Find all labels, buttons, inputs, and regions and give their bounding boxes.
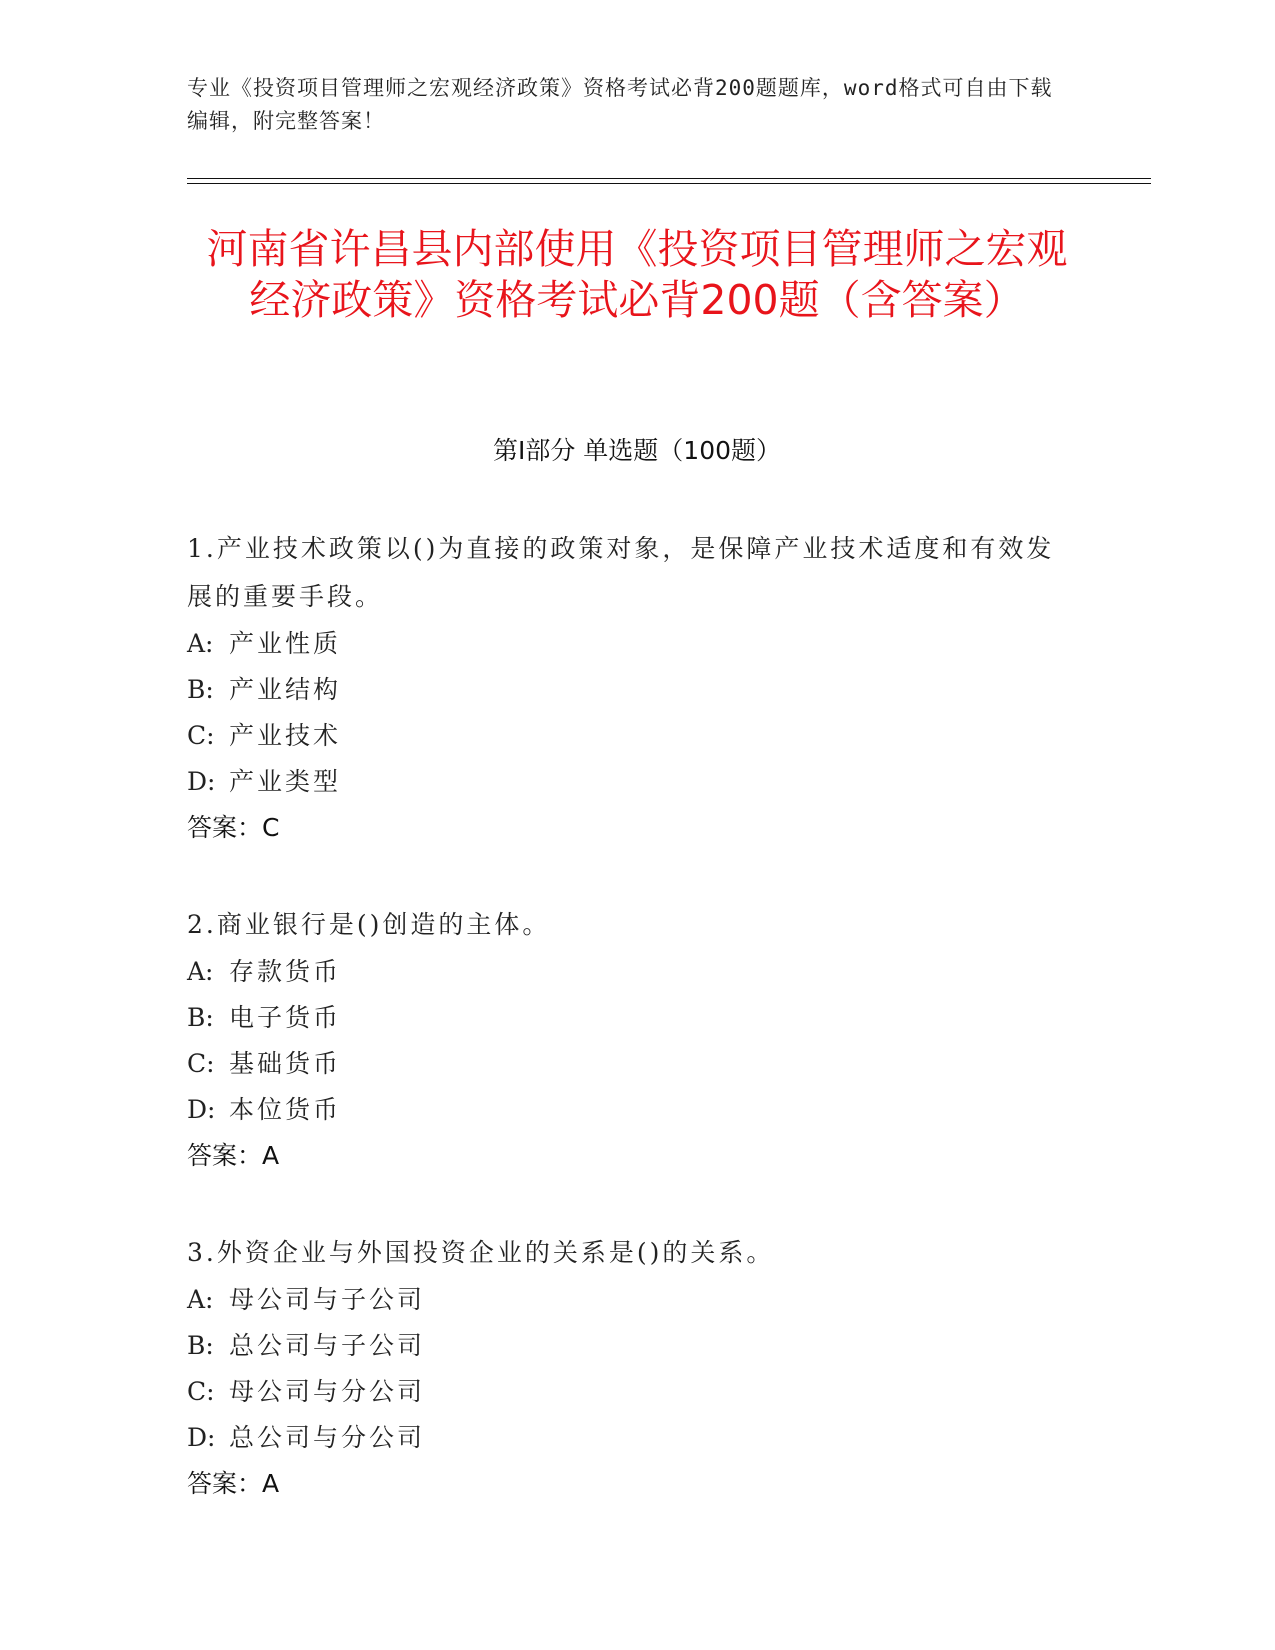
option-letter: A:	[187, 629, 214, 658]
option-a	[187, 621, 1067, 667]
option-letter: B:	[187, 1003, 214, 1032]
option-a	[187, 949, 1067, 995]
question-stem: 2.商业银行是()创造的主体。	[187, 910, 551, 939]
option-letter: C:	[187, 1377, 215, 1406]
question-item	[187, 525, 1067, 851]
document-title: 河南省许昌县内部使用《投资项目管理师之宏观经济政策》资格考试必背200题（含答案）	[206, 225, 1068, 324]
option-letter: D:	[187, 1423, 216, 1452]
option-letter: B:	[187, 1331, 214, 1360]
option-text: 电子货币	[229, 1003, 342, 1032]
answer-line: 答案：A	[187, 1469, 280, 1498]
option-text: 产业类型	[229, 767, 342, 796]
option-letter: D:	[187, 767, 216, 796]
question-item	[187, 901, 1067, 1179]
option-text: 产业性质	[229, 629, 342, 658]
answer-line: 答案：C	[187, 813, 280, 842]
option-text: 本位货币	[229, 1095, 342, 1124]
option-b	[187, 995, 1067, 1041]
option-c	[187, 1369, 1067, 1415]
option-text: 母公司与子公司	[229, 1285, 426, 1314]
option-d	[187, 1087, 1067, 1133]
answer-line: 答案：A	[187, 1141, 280, 1170]
option-a	[187, 1277, 1067, 1323]
header-divider-bottom	[187, 183, 1151, 184]
option-letter: A:	[187, 957, 214, 986]
section-title: 第Ⅰ部分 单选题（100题）	[492, 436, 782, 465]
option-text: 产业技术	[229, 721, 342, 750]
question-stem: 1.产业技术政策以()为直接的政策对象，是保障产业技术适度和有效发展的重要手段。	[187, 534, 1055, 611]
question-stem: 3.外资企业与外国投资企业的关系是()的关系。	[187, 1238, 775, 1267]
header-divider-top	[187, 178, 1151, 179]
question-item	[187, 1229, 1067, 1507]
option-text: 总公司与分公司	[229, 1423, 426, 1452]
option-text: 总公司与子公司	[229, 1331, 426, 1360]
header-note: 专业《投资项目管理师之宏观经济政策》资格考试必背200题题库，word格式可自由下载编辑，附完整答案！	[187, 76, 1053, 133]
option-letter: C:	[187, 1049, 215, 1078]
option-c	[187, 1041, 1067, 1087]
option-text: 存款货币	[229, 957, 342, 986]
option-letter: D:	[187, 1095, 216, 1124]
option-text: 基础货币	[229, 1049, 342, 1078]
option-letter: B:	[187, 675, 214, 704]
option-c	[187, 713, 1067, 759]
option-text: 产业结构	[229, 675, 342, 704]
option-text: 母公司与分公司	[229, 1377, 426, 1406]
option-letter: C:	[187, 721, 215, 750]
option-d	[187, 759, 1067, 805]
option-letter: A:	[187, 1285, 214, 1314]
option-d	[187, 1415, 1067, 1461]
option-b	[187, 1323, 1067, 1369]
question-list	[187, 525, 1067, 1557]
option-b	[187, 667, 1067, 713]
